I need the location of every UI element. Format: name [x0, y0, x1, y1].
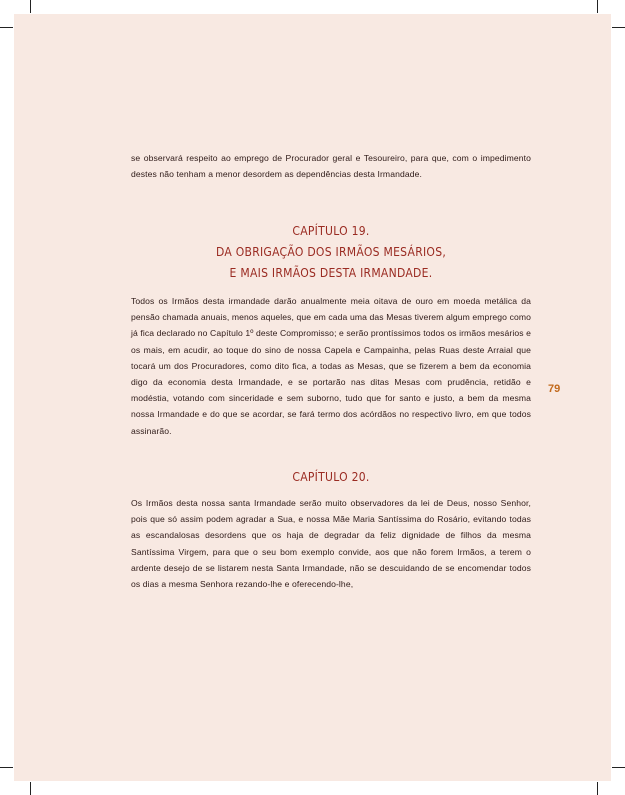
chapter-20-body-text: Os Irmãos desta nossa santa Irmandade serão muito observadores da lei de Deus, nosso Senhor, pois que só assim podem agradar a Sua, e nossa Mãe Maria Santíssima do Rosário, evitando todas as escandalosas desordens que os haja de degradar da feliz dignidade de filhos da mesma Santíssima Virgem, para que o seu bom exemplo convide, aos que não forem Irmãos, a terem o ardente desejo de se listarem nesta Santa Irmandade, não se descuidando de se encomendar todos os dias a mesma Senhora rezando-lhe e oferecendo-lhe, — [131, 498, 531, 590]
crop-mark — [612, 27, 625, 28]
chapter-19-heading-line1: CAPÍTULO 19. — [292, 223, 370, 238]
chapter-19-heading-line2: DA OBRIGAÇÃO DOS IRMÃOS MESÁRIOS, — [215, 244, 447, 259]
chapter-19-heading — [159, 220, 503, 283]
page-number: 79 — [548, 383, 561, 395]
crop-mark — [612, 767, 625, 768]
chapter-19-heading-line3: E MAIS IRMÃOS DESTA IRMANDADE. — [229, 265, 433, 280]
chapter-20-body — [131, 495, 531, 592]
crop-mark — [597, 0, 598, 13]
chapter-20-heading-line1: CAPÍTULO 20. — [292, 469, 370, 484]
crop-mark — [0, 767, 13, 768]
crop-mark — [0, 27, 13, 28]
crop-mark — [30, 0, 31, 13]
intro-paragraph — [131, 150, 531, 182]
crop-mark — [597, 782, 598, 795]
crop-mark — [30, 782, 31, 795]
intro-paragraph-text: se observará respeito ao emprego de Procurador geral e Tesoureiro, para que, com o impedimento destes não tenham a menor desordem as dependências desta Irmandade. — [131, 153, 531, 180]
chapter-19-body — [131, 293, 531, 439]
chapter-20-heading — [159, 466, 503, 487]
chapter-19-body-text: Todos os Irmãos desta irmandade darão anualmente meia oitava de ouro em moeda metálica da pensão chamada anuais, menos aqueles, que em cada uma das Mesas tiverem algum emprego como já fica declarado no Capítulo 1º deste Compromisso; e serão prontíssimos todos os irmãos mesários e os mais, em acudir, ao toque do sino de nossa Capela e Campainha, pelas Ruas deste Arraial que tocará um dos Procuradores, como dito fica, a todas as Mesas, que se fizerem a bem da economia digo da economia desta Irmandade, e se portarão nas ditas Mesas com prudência, retidão e modéstia, votando com sinceridade e sem suborno, tudo que for santo e justo, a bem da mesma nossa Irmandade e do que se acordar, se fará termo dos acórdãos no respectivo livro, em que todos assinarão. — [131, 296, 531, 436]
